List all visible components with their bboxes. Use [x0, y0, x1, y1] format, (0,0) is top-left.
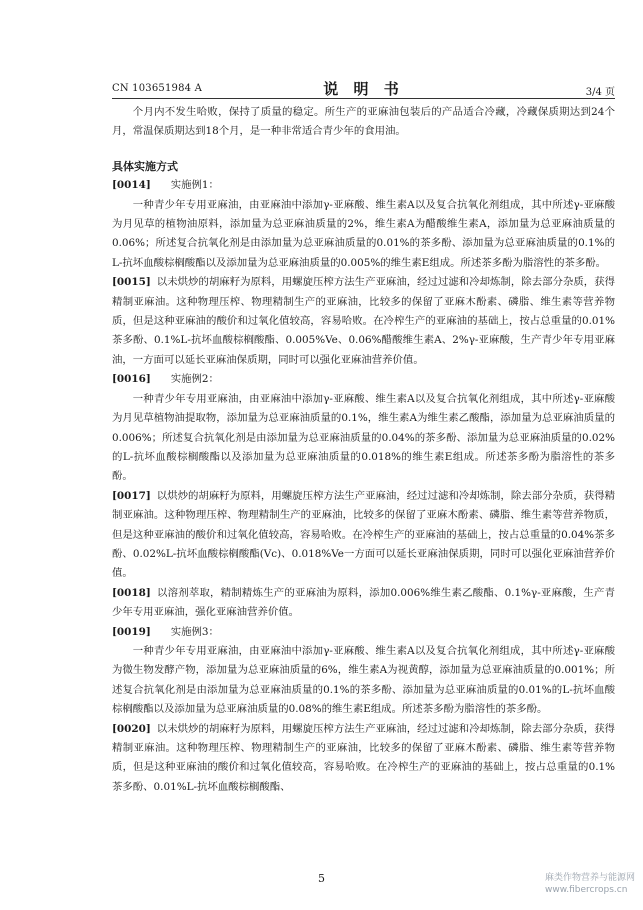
- watermark-url: www.fibercrops.cn: [544, 885, 628, 895]
- paragraph-text: 一种青少年专用亚麻油，由亚麻油中添加γ-亚麻酸、维生素A以及复合抗氧化剂组成，其中所述γ-亚麻酸为微生物发酵产物，添加量为总亚麻油质量的6%，维生素A为视黄醇，添加量为总亚麻油质量的0.001%；所述复合抗氧化剂是由添加量为总亚麻油质量的0.1%的茶多酚、添加量为总亚麻油质量的0.01%的L-抗坏血酸棕榈酸酯以及添加量为总亚麻油质量的0.08%的维生素E组成。所述茶多酚为脂溶性的茶多酚。: [112, 644, 615, 716]
- body-paragraph: [112, 196, 615, 274]
- paragraph-text: 一种青少年专用亚麻油，由亚麻油中添加γ-亚麻酸、维生素A以及复合抗氧化剂组成，其中所述γ-亚麻酸为月见草的植物油原料，添加量为总亚麻油质量的2%，维生素A为醋酸维生素A，添加量为总亚麻油质量的0.06%；所述复合抗氧化剂是由添加量为总亚麻油质量的0.01%的茶多酚、添加量为总亚麻油质量的0.1%的L-抗坏血酸棕榈酸酯以及添加量为总亚麻油质量的0.005%的维生素E组成。所述茶多酚为脂溶性的茶多酚。: [112, 198, 615, 269]
- paragraph-text: 以未烘炒的胡麻籽为原料，用螺旋压榨方法生产亚麻油，经过过滤和冷却炼制，除去部分杂质，获得精制亚麻油。这种物理压榨、物理精制生产的亚麻油，比较多的保留了亚麻木酚素、磷脂、维生素等营养物质，但是这种亚麻油的酸价和过氧化值较高，容易哈败。在冷榨生产的亚麻油的基础上，按占总重量的0.1%茶多酚、0.01%L-抗坏血酸棕榈酸酯、: [112, 722, 615, 793]
- page-header: [112, 78, 615, 100]
- example-label: 实施例3：: [170, 625, 219, 638]
- paragraph-number: [0015]: [112, 276, 151, 289]
- document-body: [112, 103, 615, 797]
- patent-number: CN 103651984 A: [112, 83, 203, 94]
- body-paragraph: [112, 273, 615, 370]
- paragraph-number: [0020]: [112, 722, 151, 735]
- paragraph-text: 以烘炒的胡麻籽为原料，用螺旋压榨方法生产亚麻油，经过过滤和冷却炼制，除去部分杂质，获得精制亚麻油。这种物理压榨、物理精制生产的亚麻油，比较多的保留了亚麻木酚素、磷脂、维生素等营养物质，但是这种亚麻油的酸价和过氧化值较高，容易哈败。在冷榨生产的亚麻油的基础上，按占总重量的0.04%茶多酚、0.02%L-抗坏血酸棕榈酸酯(Vc)、0.018%Ve一方面可以延长亚麻油保质期，同时可以强化亚麻油营养价值。: [112, 489, 615, 580]
- paragraph-number: [0018]: [112, 586, 151, 599]
- example-heading: [112, 623, 615, 642]
- body-paragraph: [112, 642, 615, 720]
- document-title: 说 明 书: [323, 80, 404, 98]
- section-title: 具体实施方式: [112, 159, 178, 173]
- page-index: 3/4 页: [585, 87, 615, 98]
- paragraph-number: [0017]: [112, 489, 151, 502]
- watermark-site-name: 麻类作物营养与能源网: [544, 873, 635, 883]
- paragraph-number: [0019]: [112, 625, 151, 638]
- body-paragraph: [112, 584, 615, 623]
- body-paragraph: [112, 487, 615, 584]
- paragraph-text: 以溶剂萃取，精制精炼生产的亚麻油为原料，添加0.006%维生素乙酸酯、0.1%γ-亚麻酸，生产青少年专用亚麻油，强化亚麻油营养价值。: [112, 586, 615, 619]
- example-label: 实施例1：: [170, 179, 219, 192]
- page-number: 5: [318, 872, 325, 885]
- intro-paragraph: 个月内不发生哈败，保持了质量的稳定。所生产的亚麻油包装后的产品适合冷藏，冷藏保质期达到24个月，常温保质期达到18个月，是一种非常适合青少年的食用油。: [112, 106, 615, 138]
- example-label: 实施例2：: [170, 373, 219, 386]
- paragraph-text: 一种青少年专用亚麻油，由亚麻油中添加γ-亚麻酸、维生素A以及复合抗氧化剂组成，其中所述γ-亚麻酸为月见草植物油提取物，添加量为总亚麻油质量的0.1%，维生素A为维生素乙酸酯，添加量为总亚麻油质量的0.006%；所述复合抗氧化剂是由添加量为总亚麻油质量的0.04%的茶多酚、添加量为总亚麻油质量的0.02%的L-抗坏血酸棕榈酸酯以及添加量为总亚麻油质量的0.018%的维生素E组成。所述茶多酚为脂溶性的茶多酚。: [112, 392, 615, 483]
- example-heading: [112, 176, 615, 195]
- paragraph-list: [112, 176, 615, 797]
- watermark: [545, 872, 635, 896]
- paragraph-number: [0014]: [112, 179, 151, 192]
- paragraph-number: [0016]: [112, 373, 151, 386]
- paragraph-text: 以未烘炒的胡麻籽为原料，用螺旋压榨方法生产亚麻油，经过过滤和冷却炼制，除去部分杂质，获得精制亚麻油。这种物理压榨、物理精制生产的亚麻油，比较多的保留了亚麻木酚素、磷脂、维生素等营养物质，但是这种亚麻油的酸价和过氧化值较高，容易哈败。在冷榨生产的亚麻油的基础上，按占总重量的0.01%茶多酚、0.1%L-抗坏血酸棕榈酸酯、0.005%Ve、0.06%醋酸维生素A、2%γ-亚麻酸，生产青少年专用亚麻油，一方面可以延长亚麻油保质期，同时可以强化亚麻油营养价值。: [112, 276, 615, 366]
- body-paragraph: [112, 720, 615, 798]
- example-heading: [112, 370, 615, 389]
- body-paragraph: [112, 390, 615, 487]
- header-rule: [112, 98, 615, 99]
